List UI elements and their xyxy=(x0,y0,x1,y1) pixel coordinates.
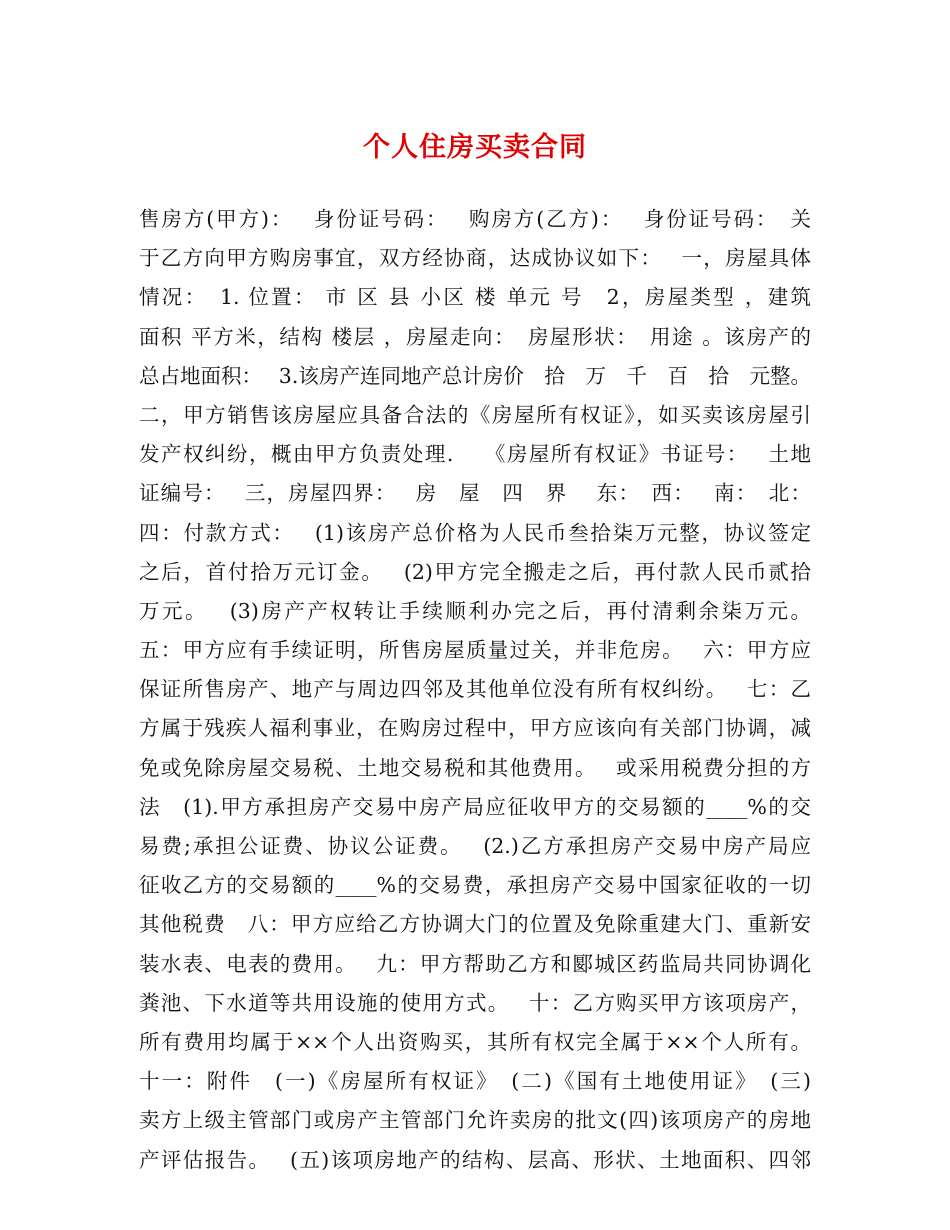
body-line: 法 (1).甲方承担房产交易中房产局应征收甲方的交易额的____%的交 xyxy=(139,794,811,819)
body-line: 方属于残疾人福利事业，在购房过程中，甲方应该向有关部门协调，减 xyxy=(139,716,811,741)
body-line: 征收乙方的交易额的____%的交易费，承担房产交易中国家征收的一切 xyxy=(139,873,811,898)
body-line: 卖方上级主管部门或房产主管部门允许卖房的批文(四)该项房产的房地 xyxy=(139,1108,811,1133)
body-line: 总占地面积： 3.该房产连同地产总计房价 拾 万 千 百 拾 元整。 xyxy=(139,363,811,388)
document-title: 个人住房买卖合同 xyxy=(363,132,587,163)
body-line: 免或免除房屋交易税、土地交易税和其他费用。 或采用税费分担的方 xyxy=(139,755,811,780)
body-line: 发产权纠纷，概由甲方负责处理. 《房屋所有权证》书证号： 土地 xyxy=(139,442,811,467)
body-line: 粪池、下水道等共用设施的使用方式。 十：乙方购买甲方该项房产， xyxy=(139,990,811,1015)
body-line: 十一：附件 (一)《房屋所有权证》 (二)《国有土地使用证》 (三) xyxy=(139,1069,811,1094)
body-line: 万元。 (3)房产产权转让手续顺利办完之后，再付清剩余柒万元。 xyxy=(139,598,811,623)
body-line: 产评估报告。 (五)该项房地产的结构、层高、形状、土地面积、四邻 xyxy=(139,1147,811,1172)
body-line: 四：付款方式： (1)该房产总价格为人民币叁拾柒万元整，协议签定 xyxy=(139,520,811,545)
body-line: 于乙方向甲方购房事宜，双方经协商，达成协议如下： 一，房屋具体 xyxy=(139,246,811,271)
body-line: 保证所售房产、地产与周边四邻及其他单位没有所有权纠纷。 七：乙 xyxy=(139,677,811,702)
body-line: 装水表、电表的费用。 九：甲方帮助乙方和郾城区药监局共同协调化 xyxy=(139,951,811,976)
body-line: 售房方(甲方)： 身份证号码： 购房方(乙方)： 身份证号码： 关 xyxy=(139,207,811,231)
body-line: 证编号： 三，房屋四界： 房 屋 四 界 东： 西： 南： 北： xyxy=(139,481,811,506)
body-line: 二，甲方销售该房屋应具备合法的《房屋所有权证》，如买卖该房屋引 xyxy=(139,402,811,427)
body-line: 易费;承担公证费、协议公证费。 (2.)乙方承担房产交易中房产局应 xyxy=(139,834,811,858)
body-line: 五：甲方应有手续证明，所售房屋质量过关，并非危房。 六：甲方应 xyxy=(139,638,811,663)
body-line: 所有费用均属于××个人出资购买，其所有权完全属于××个人所有。 xyxy=(139,1029,811,1054)
body-line: 面积 平方米，结构 楼层 ，房屋走向： 房屋形状： 用途 。该房产的 xyxy=(139,324,811,349)
body-line: 之后，首付拾万元订金。 (2)甲方完全搬走之后，再付款人民币贰拾 xyxy=(139,559,811,584)
body-line: 其他税费 八：甲方应给乙方协调大门的位置及免除重建大门、重新安 xyxy=(139,912,811,937)
contract-body xyxy=(139,200,811,1180)
body-line: 情况： 1. 位置： 市 区 县 小区 楼 单元 号 2，房屋类型 ，建筑 xyxy=(139,285,811,310)
